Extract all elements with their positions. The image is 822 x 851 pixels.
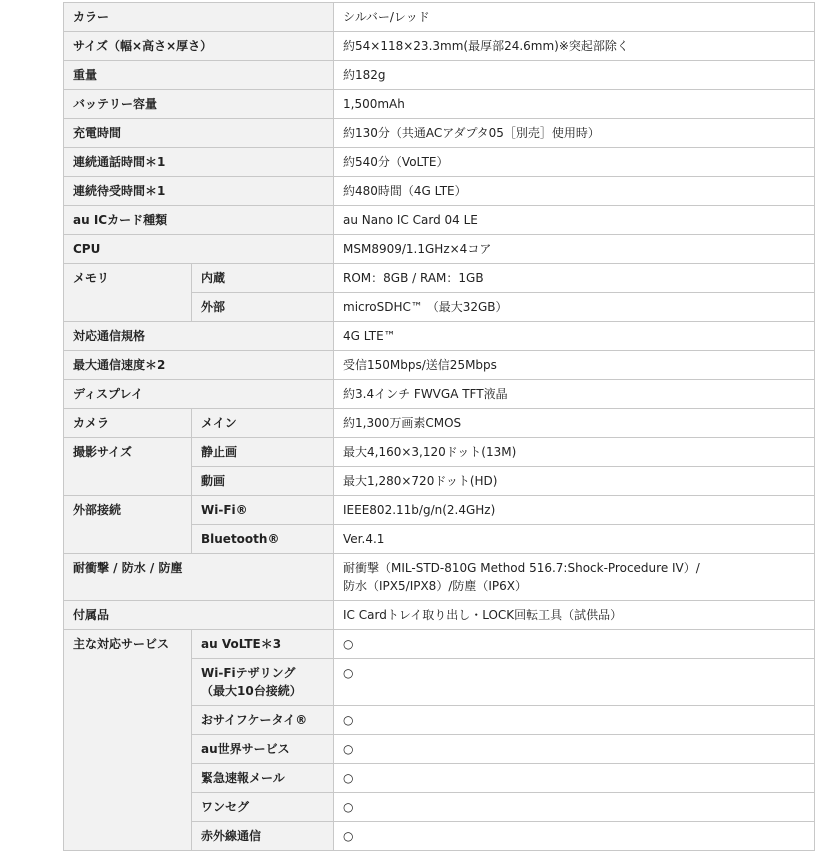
value-iccard: au Nano IC Card 04 LE — [334, 206, 815, 235]
row-charge — [64, 119, 815, 148]
row-weight — [64, 61, 815, 90]
label-color: カラー — [64, 3, 334, 32]
value-display: 約3.4インチ FWVGA TFT液晶 — [334, 380, 815, 409]
row-color — [64, 3, 815, 32]
value-color: シルバー/レッド — [334, 3, 815, 32]
label-service-tethering — [192, 659, 334, 706]
value-service-emergency: ○ — [334, 764, 815, 793]
value-camera: 約1,300万画素CMOS — [334, 409, 815, 438]
label-iccard: au ICカード種類 — [64, 206, 334, 235]
value-network: 4G LTE™ — [334, 322, 815, 351]
label-service-osaifu: おサイフケータイ® — [192, 706, 334, 735]
label-memory-external: 外部 — [192, 293, 334, 322]
label-shoot-still: 静止画 — [192, 438, 334, 467]
row-rugged — [64, 554, 815, 601]
label-cpu: CPU — [64, 235, 334, 264]
value-standby: 約480時間（4G LTE） — [334, 177, 815, 206]
row-size — [64, 32, 815, 61]
value-service-osaifu: ○ — [334, 706, 815, 735]
row-shoot-still — [64, 438, 815, 467]
row-display — [64, 380, 815, 409]
label-size: サイズ（幅×高さ×厚さ） — [64, 32, 334, 61]
label-camera-main: メイン — [192, 409, 334, 438]
value-memory-internal: ROM：8GB / RAM：1GB — [334, 264, 815, 293]
value-charge: 約130分（共通ACアダプタ05［別売］使用時） — [334, 119, 815, 148]
row-accessory — [64, 601, 815, 630]
value-shoot-still: 最大4,160×3,120ドット(13M) — [334, 438, 815, 467]
row-network — [64, 322, 815, 351]
value-cpu: MSM8909/1.1GHz×4コア — [334, 235, 815, 264]
row-battery — [64, 90, 815, 119]
label-service-infrared: 赤外線通信 — [192, 822, 334, 851]
row-iccard — [64, 206, 815, 235]
label-service-tethering-line2: （最大10台接続） — [201, 684, 302, 698]
value-accessory: IC Cardトレイ取り出し・LOCK回転工具（試供品） — [334, 601, 815, 630]
value-service-volte: ○ — [334, 630, 815, 659]
row-external-wifi — [64, 496, 815, 525]
row-speed — [64, 351, 815, 380]
label-external: 外部接続 — [64, 496, 192, 554]
label-service-emergency: 緊急速報メール — [192, 764, 334, 793]
value-wifi: IEEE802.11b/g/n(2.4GHz) — [334, 496, 815, 525]
label-services: 主な対応サービス — [64, 630, 192, 851]
value-memory-external: microSDHC™ （最大32GB） — [334, 293, 815, 322]
label-service-world: au世界サービス — [192, 735, 334, 764]
value-service-infrared: ○ — [334, 822, 815, 851]
value-size: 約54×118×23.3mm(最厚部24.6mm)※突起部除く — [334, 32, 815, 61]
label-weight: 重量 — [64, 61, 334, 90]
label-network: 対応通信規格 — [64, 322, 334, 351]
label-bluetooth: Bluetooth® — [192, 525, 334, 554]
row-talk — [64, 148, 815, 177]
value-talk: 約540分（VoLTE） — [334, 148, 815, 177]
value-battery: 1,500mAh — [334, 90, 815, 119]
label-memory-internal: 内蔵 — [192, 264, 334, 293]
label-memory: メモリ — [64, 264, 192, 322]
label-speed: 最大通信速度＊2 — [64, 351, 334, 380]
value-service-tethering: ○ — [334, 659, 815, 706]
label-shoot-video: 動画 — [192, 467, 334, 496]
label-rugged: 耐衝撃 / 防水 / 防塵 — [64, 554, 334, 601]
label-wifi: Wi-Fi® — [192, 496, 334, 525]
label-display: ディスプレイ — [64, 380, 334, 409]
value-speed: 受信150Mbps/送信25Mbps — [334, 351, 815, 380]
label-standby: 連続待受時間＊1 — [64, 177, 334, 206]
label-shoot: 撮影サイズ — [64, 438, 192, 496]
label-charge: 充電時間 — [64, 119, 334, 148]
label-camera: カメラ — [64, 409, 192, 438]
value-rugged — [334, 554, 815, 601]
value-service-world: ○ — [334, 735, 815, 764]
value-bluetooth: Ver.4.1 — [334, 525, 815, 554]
row-service-volte — [64, 630, 815, 659]
row-standby — [64, 177, 815, 206]
value-rugged-line1: 耐衝撃（MIL-STD-810G Method 516.7:Shock-Procedure IV）/ — [343, 561, 700, 575]
value-weight: 約182g — [334, 61, 815, 90]
label-battery: バッテリー容量 — [64, 90, 334, 119]
label-service-oneseg: ワンセグ — [192, 793, 334, 822]
value-service-oneseg: ○ — [334, 793, 815, 822]
value-rugged-line2: 防水（IPX5/IPX8）/防塵（IP6X） — [343, 579, 527, 593]
label-accessory: 付属品 — [64, 601, 334, 630]
label-service-volte: au VoLTE＊3 — [192, 630, 334, 659]
row-camera — [64, 409, 815, 438]
value-shoot-video: 最大1,280×720ドット(HD) — [334, 467, 815, 496]
spec-table — [63, 2, 815, 851]
row-cpu — [64, 235, 815, 264]
row-memory-internal — [64, 264, 815, 293]
label-talk: 連続通話時間＊1 — [64, 148, 334, 177]
label-service-tethering-line1: Wi-Fiテザリング — [201, 666, 296, 680]
